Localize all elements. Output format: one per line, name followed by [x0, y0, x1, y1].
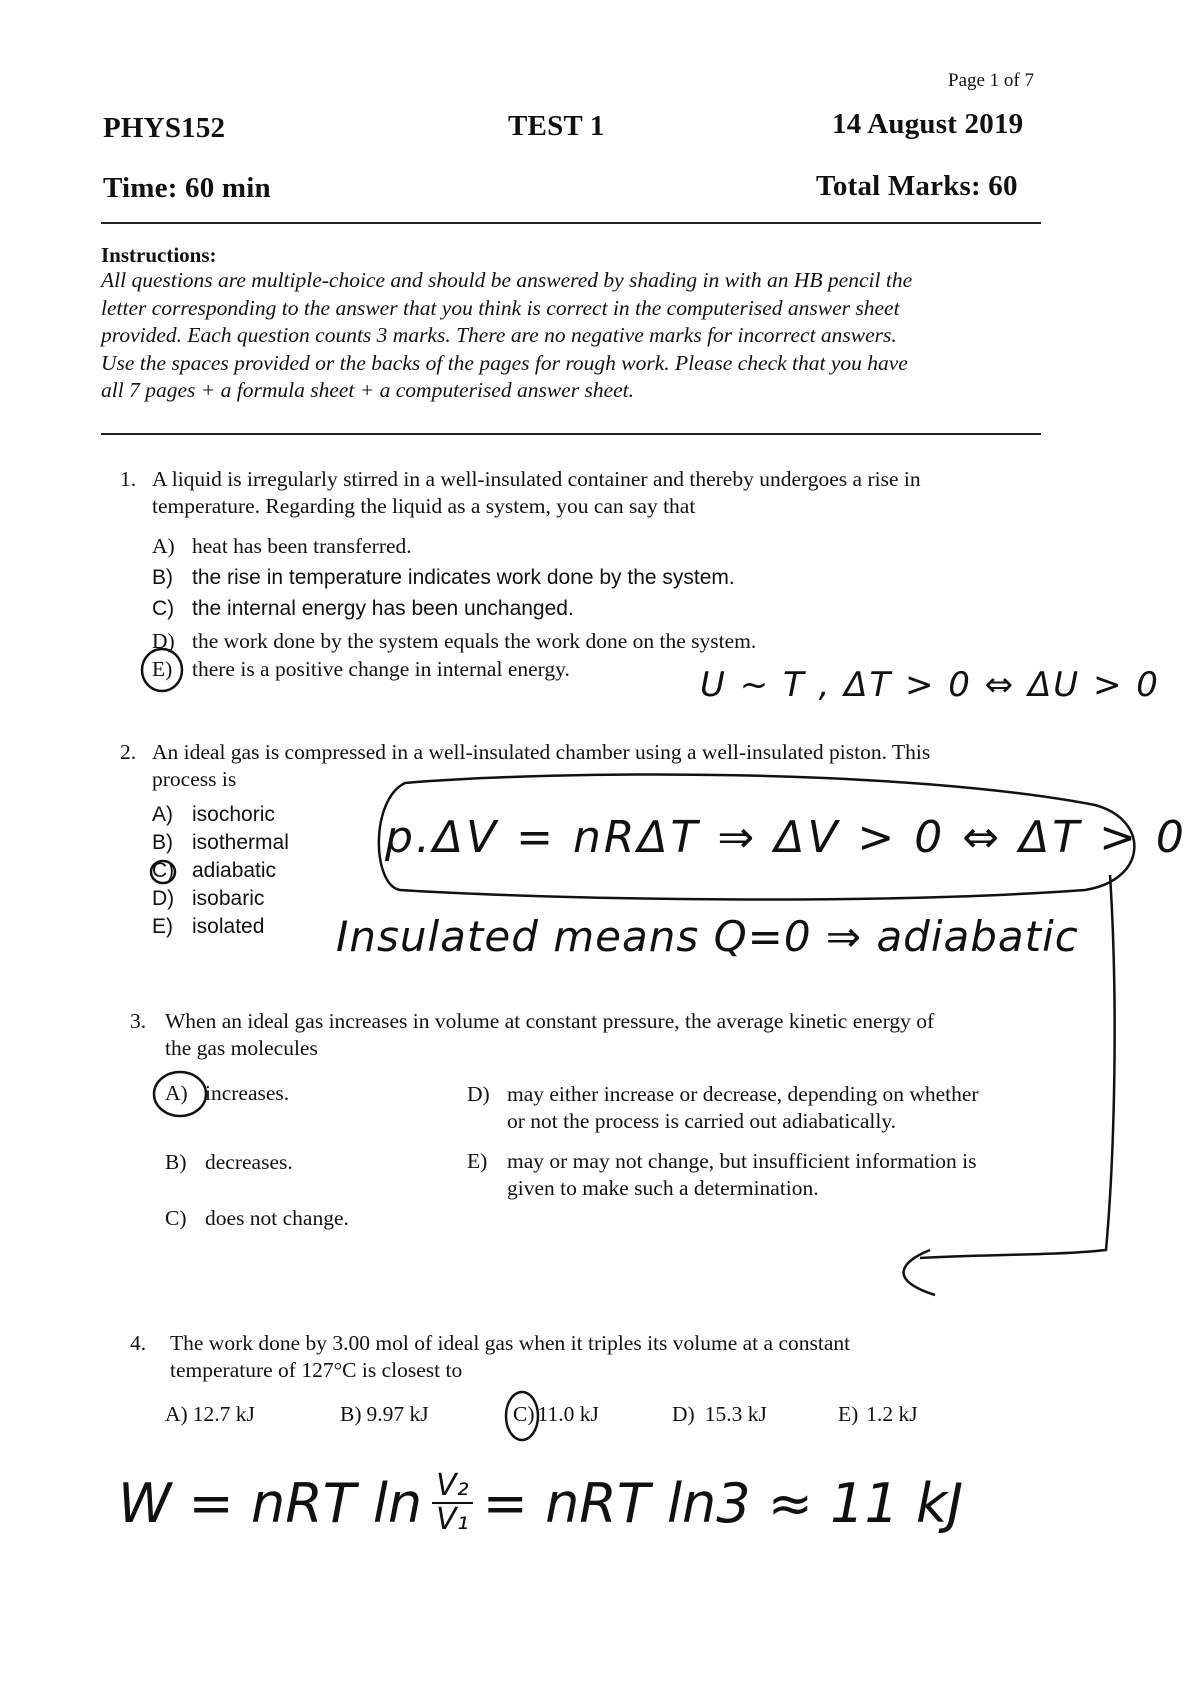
question-text: The work done by 3.00 mol of ideal gas when it triples its volume at a constant	[170, 1331, 851, 1355]
handwritten-denominator: V₁	[436, 1502, 469, 1537]
option-letter: E)	[838, 1402, 859, 1426]
option-text: isobaric	[192, 887, 265, 910]
option-letter: A)	[165, 1081, 188, 1105]
option-letter: A)	[165, 1402, 188, 1426]
answer-circle-q2	[151, 861, 175, 883]
option-text: 1.2 kJ	[866, 1402, 918, 1426]
question-number: 1.	[120, 467, 137, 491]
test-title: TEST 1	[508, 110, 605, 142]
option-text: may either increase or decrease, depending on whether	[507, 1082, 979, 1106]
option-letter: C)	[152, 597, 175, 620]
instructions-line: all 7 pages + a formula sheet + a computerised answer sheet.	[101, 378, 635, 402]
option-text: 11.0 kJ	[537, 1402, 599, 1426]
option-text: there is a positive change in internal energy.	[192, 657, 570, 681]
option-text: given to make such a determination.	[507, 1176, 819, 1200]
question-text: process is	[152, 767, 237, 791]
instructions-title: Instructions:	[101, 243, 217, 267]
question-number: 2.	[120, 740, 137, 764]
total-marks: Total Marks: 60	[816, 170, 1018, 202]
instructions-line: All questions are multiple-choice and should be answered by shading in with an HB pencil the	[101, 268, 913, 292]
option-letter: E)	[152, 657, 173, 681]
option-text: the work done by the system equals the work done on the system.	[192, 629, 757, 653]
handwritten-note-q1: U ~ T , ΔT > 0 ⇔ ΔU > 0	[700, 665, 1160, 705]
option-text: isothermal	[192, 831, 289, 854]
question-text: When an ideal gas increases in volume at constant pressure, the average kinetic energy of	[165, 1009, 935, 1033]
test-date: 14 August 2019	[832, 108, 1024, 140]
option-letter: A)	[152, 534, 175, 558]
question-number: 4.	[130, 1331, 147, 1355]
handwritten-note-q2-formula: p.ΔV = nRΔT ⇒ ΔV > 0 ⇔ ΔT > 0	[385, 812, 1187, 863]
question-text: A liquid is irregularly stirred in a well-insulated container and thereby undergoes a rise in	[152, 467, 921, 491]
option-text: decreases.	[205, 1150, 293, 1174]
option-text: adiabatic	[192, 859, 277, 882]
option-text: the internal energy has been unchanged.	[192, 597, 574, 620]
answer-circle-q3	[154, 1072, 206, 1116]
option-text: increases.	[205, 1081, 290, 1105]
option-text: 12.7 kJ	[192, 1402, 255, 1426]
arrow-line	[920, 875, 1115, 1258]
option-letter: E)	[467, 1149, 488, 1173]
option-text: heat has been transferred.	[192, 534, 412, 558]
question-text: the gas molecules	[165, 1036, 318, 1060]
question-number: 3.	[130, 1009, 147, 1033]
option-letter: C)	[513, 1402, 535, 1426]
option-letter: D)	[152, 629, 175, 653]
formula-bubble	[379, 774, 1135, 899]
option-text: or not the process is carried out adiabatically.	[507, 1109, 897, 1133]
instructions-line: Use the spaces provided or the backs of the pages for rough work. Please check that you have	[101, 350, 908, 375]
question-text: temperature of 127°C is closest to	[170, 1358, 463, 1382]
option-letter: A)	[152, 803, 173, 826]
page-indicator: Page 1 of 7	[948, 70, 1035, 91]
time-limit: Time: 60 min	[103, 172, 271, 204]
option-text: does not change.	[205, 1206, 349, 1230]
option-letter: D)	[672, 1402, 695, 1426]
option-letter: B)	[152, 566, 173, 589]
option-letter: D)	[152, 887, 175, 910]
option-text: may or may not change, but insufficient information is	[507, 1149, 977, 1173]
answer-circle-q4	[506, 1392, 538, 1440]
handwritten-numerator: V₂	[432, 1470, 473, 1504]
option-letter: E)	[152, 915, 173, 938]
handwritten-rhs: = nRT ln3 ≈ 11 kJ	[482, 1471, 964, 1535]
option-letter: B)	[152, 831, 173, 854]
handwritten-note-q2-conclusion: Insulated means Q=0 ⇒ adiabatic	[336, 912, 1079, 961]
instructions-line: provided. Each question counts 3 marks. There are no negative marks for incorrect answers.	[101, 323, 897, 347]
option-letter: D)	[467, 1082, 490, 1106]
option-text: isolated	[192, 915, 265, 938]
option-text: 9.97 kJ	[366, 1402, 429, 1426]
course-code: PHYS152	[103, 112, 226, 144]
handwritten-lhs: W = nRT ln	[118, 1471, 423, 1535]
option-letter: B)	[165, 1150, 187, 1174]
question-text: temperature. Regarding the liquid as a system, you can say that	[152, 494, 696, 518]
option-text: 15.3 kJ	[704, 1402, 767, 1426]
option-letter: C)	[165, 1206, 187, 1230]
option-letter: C)	[152, 859, 175, 882]
answer-circle-q1	[142, 649, 182, 691]
option-text: the rise in temperature indicates work done by the system.	[192, 566, 735, 589]
option-letter: B)	[340, 1402, 362, 1426]
instructions-line: letter corresponding to the answer that you think is correct in the computerised answer sheet	[101, 295, 900, 320]
question-text: An ideal gas is compressed in a well-insulated chamber using a well-insulated piston. This	[152, 740, 931, 764]
option-text: isochoric	[192, 803, 275, 826]
